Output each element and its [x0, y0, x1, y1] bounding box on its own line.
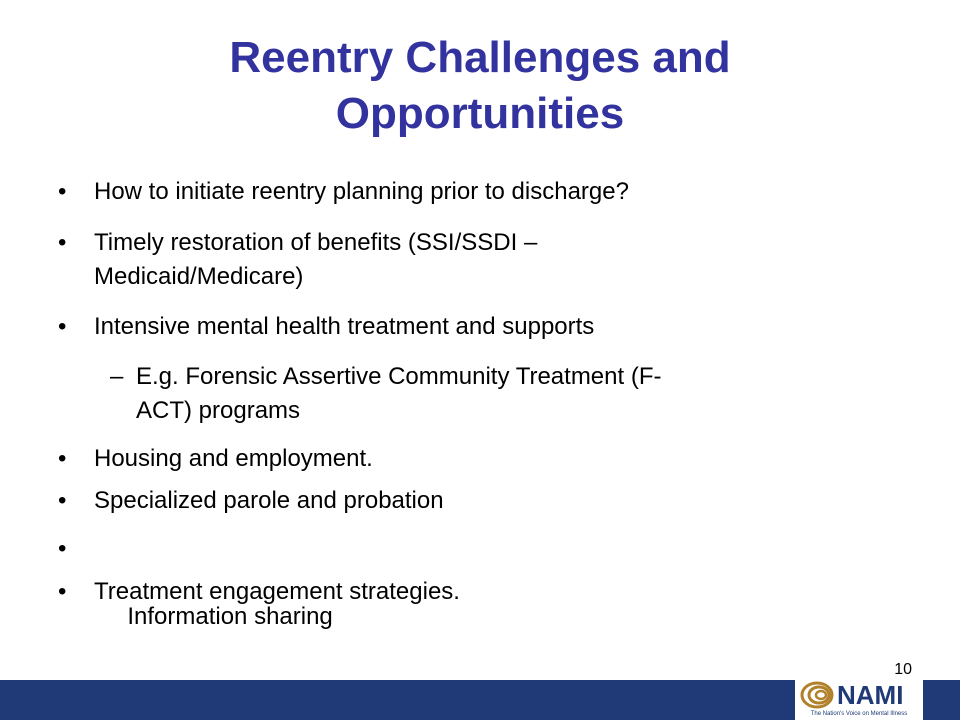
bullet-text: Housing and employment. — [94, 445, 373, 472]
bullet-continuation — [94, 260, 303, 294]
bullet-item — [58, 575, 460, 609]
nami-swirl-icon — [797, 680, 841, 711]
bullet-text: Treatment engagement strategies. — [94, 578, 460, 605]
bullet-marker: • — [58, 487, 67, 514]
slide-title-line-2: Opportunities — [335, 89, 625, 138]
bullet-marker: • — [58, 229, 67, 256]
bullet-marker: • — [58, 445, 67, 472]
bullet-item — [58, 310, 595, 344]
bullet-marker: • — [58, 578, 67, 605]
logo-wordmark: NAMI — [837, 680, 904, 710]
bullet-text: Medicaid/Medicare) — [94, 263, 304, 290]
bullet-item — [58, 442, 373, 476]
bullet-item — [58, 226, 538, 260]
bullet-text: Information sharing — [120, 603, 333, 630]
page-number: 10 — [894, 661, 912, 678]
bullet-marker: • — [58, 535, 67, 562]
nami-logo — [795, 680, 923, 720]
logo-tagline: The Nation's Voice on Mental Illness — [810, 711, 908, 717]
bullet-marker: • — [58, 178, 67, 205]
bullet-text: Timely restoration of benefits (SSI/SSDI – — [94, 229, 538, 256]
sub-bullet-item — [110, 360, 662, 394]
bullet-text: Specialized parole and probation — [94, 487, 444, 514]
bullet-text: E.g. Forensic Assertive Community Treatment (F- — [136, 363, 662, 390]
bullet-item — [58, 175, 629, 209]
slide-title-line-1: Reentry Challenges and — [229, 33, 731, 82]
bullet-item — [58, 484, 444, 518]
bullet-text: Intensive mental health treatment and supports — [94, 313, 595, 340]
sub-bullet-marker: – — [110, 363, 124, 390]
sub-bullet-continuation — [136, 394, 300, 428]
bullet-marker: • — [58, 313, 67, 340]
bullet-text: ACT) programs — [136, 397, 301, 424]
bullet-text: How to initiate reentry planning prior to discharge? — [94, 178, 629, 205]
